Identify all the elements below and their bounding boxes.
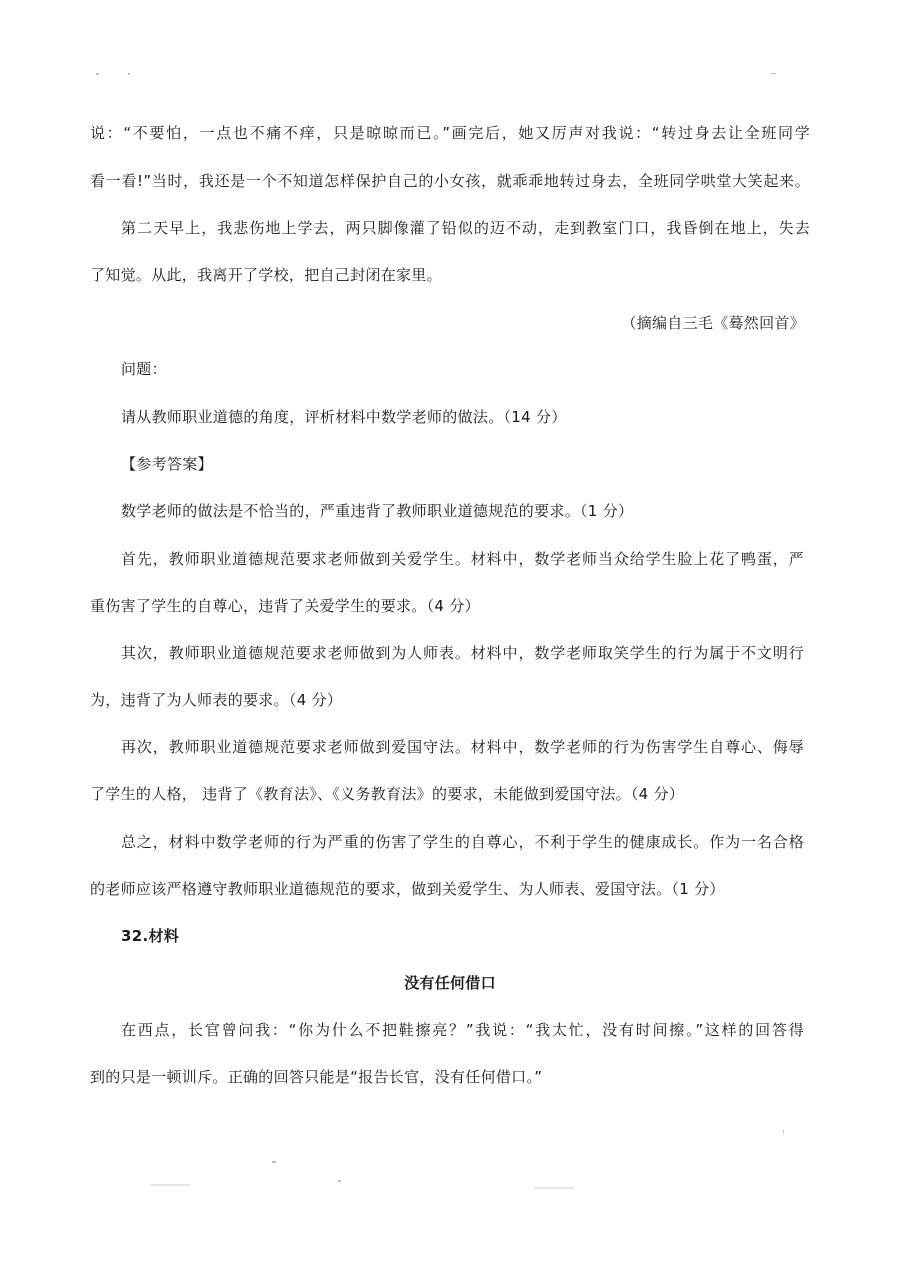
question-text: 请从教师职业道德的角度，评析材料中数学老师的做法。（14 分） — [121, 408, 567, 426]
answer-line: 重伤害了学生的自尊心，违背了关爱学生的要求。（4 分） — [90, 597, 480, 615]
answer-line: 为，违背了为人师表的要求。（4 分） — [90, 691, 343, 709]
scan-speck — [272, 1161, 276, 1163]
scan-speck — [150, 1184, 190, 1186]
material-line: 到的只是一顿训斥。正确的回答只能是“报告长官，没有任何借口。” — [90, 1068, 543, 1086]
question-label: 问题： — [121, 360, 167, 378]
answer-line: 数学老师的做法是不恰当的，严重违背了教师职业道德规范的要求。（1 分） — [121, 502, 634, 520]
material-line: 在西点，长官曾问我：“你为什么不把鞋擦亮？”我说：“我太忙，没有时间擦。”这样的回答得 — [121, 1021, 804, 1039]
scan-speck — [771, 73, 776, 74]
answer-line: 其次，教师职业道德规范要求老师做到为人师表。材料中，数学老师取笑学生的行为属于不文明行 — [121, 644, 804, 662]
body-line: 了知觉。从此，我离开了学校，把自己封闭在家里。 — [90, 266, 442, 284]
body-line: 看一看!”当时，我还是一个不知道怎样保护自己的小女孩，就乖乖地转过身去，全班同学哄堂大笑起来。 — [90, 172, 810, 190]
answer-line: 的老师应该严格遵守教师职业道德规范的要求，做到关爱学生、为人师表、爱国守法。（1 分） — [90, 880, 725, 898]
scan-speck — [96, 73, 99, 75]
section-number: 32.材料 — [121, 927, 180, 945]
scan-speck — [338, 1180, 341, 1182]
scan-speck — [534, 1187, 574, 1189]
answer-heading: 【参考答案】 — [121, 455, 213, 473]
scan-speck — [128, 73, 130, 75]
scan-speck — [783, 1130, 784, 1133]
answer-line: 再次，教师职业道德规范要求老师做到爱国守法。材料中，数学老师的行为伤害学生自尊心、侮辱 — [121, 738, 804, 756]
answer-line: 了学生的人格， 违背了《教育法》、《义务教育法》的要求，未能做到爱国守法。（4 分） — [90, 785, 685, 803]
source-citation: （摘编自三毛《蓦然回首》 — [621, 314, 805, 332]
material-title: 没有任何借口 — [404, 974, 496, 992]
body-line: 第二天早上，我悲伤地上学去，两只脚像灌了铅似的迈不动，走到教室门口，我昏倒在地上，失去 — [121, 219, 810, 237]
answer-line: 总之，材料中数学老师的行为严重的伤害了学生的自尊心，不利于学生的健康成长。作为一名合格 — [121, 833, 804, 851]
answer-line: 首先，教师职业道德规范要求老师做到关爱学生。材料中，数学老师当众给学生脸上花了鸭蛋，严 — [121, 550, 804, 568]
body-line: 说：“不要怕，一点也不痛不痒，只是晾晾而已。”画完后，她又厉声对我说：“转过身去让全班同学 — [90, 124, 810, 142]
